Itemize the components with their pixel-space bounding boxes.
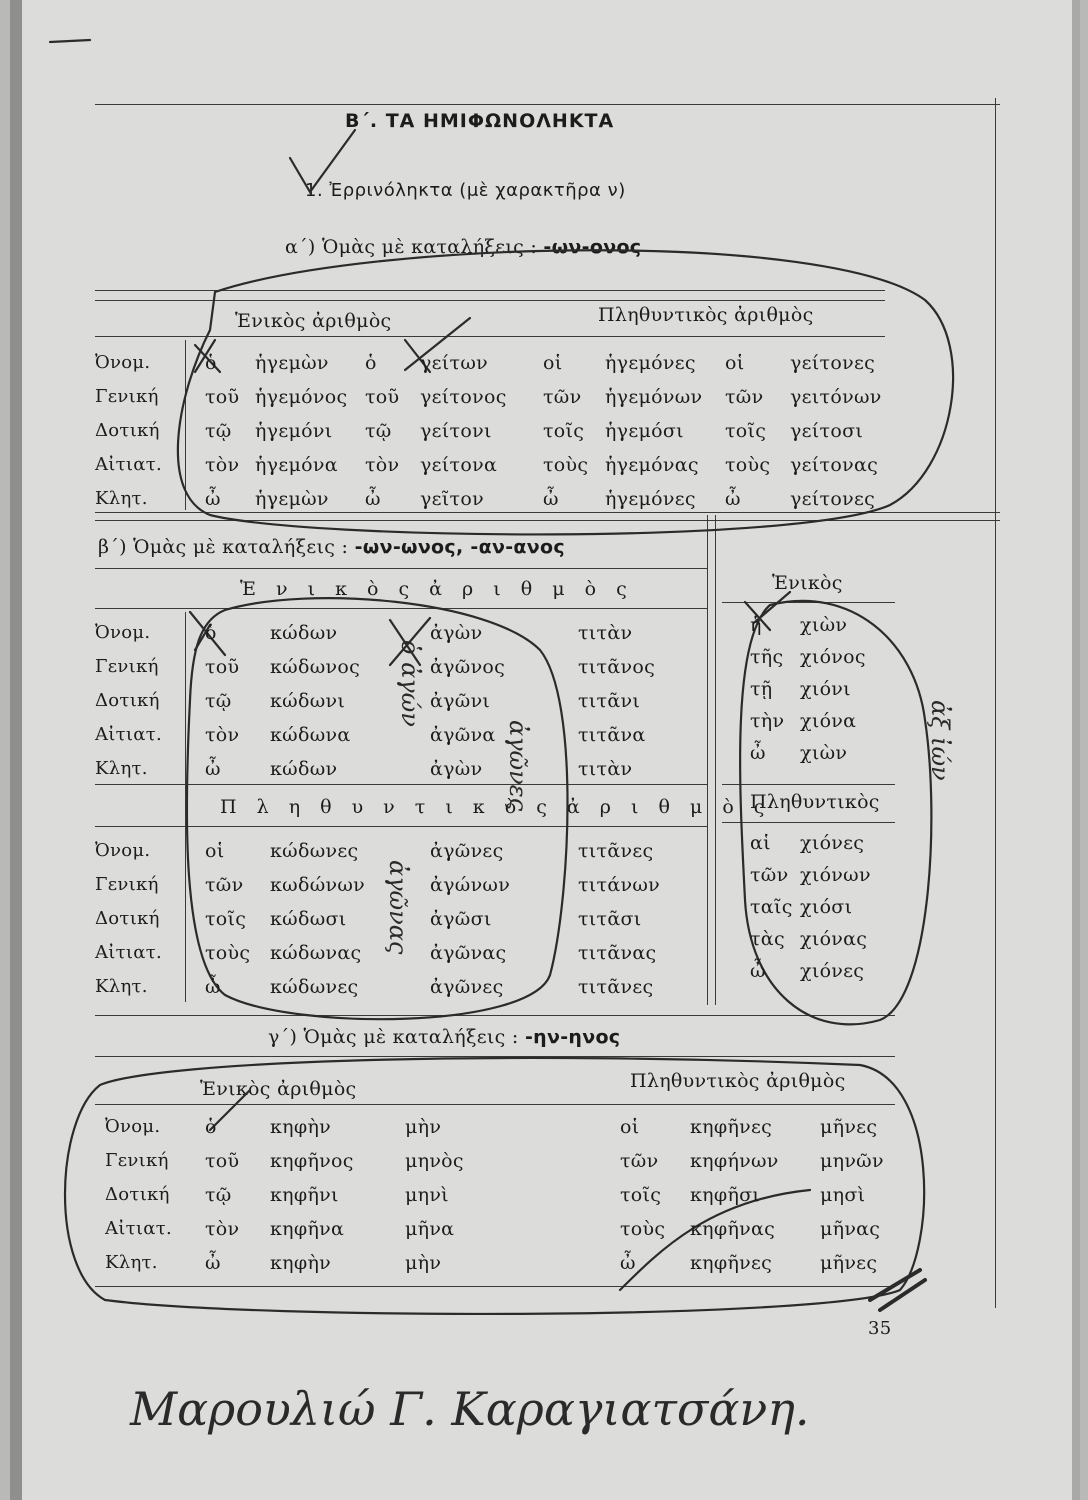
table-cell: τοῖς bbox=[205, 908, 247, 930]
table-cell: τὰς bbox=[750, 928, 785, 950]
table-cell: ἡγεμόνες bbox=[605, 488, 696, 510]
group-a-endings: -ων-ονος bbox=[543, 236, 642, 258]
case-label: Αἰτιατ. bbox=[105, 1218, 173, 1239]
table-cell: οἱ bbox=[543, 352, 563, 374]
table-cell: τοὺς bbox=[205, 942, 251, 964]
group-a-heading-text: α΄) Ὁμὰς μὲ καταλήξεις : bbox=[285, 236, 538, 258]
case-label: Δοτική bbox=[105, 1184, 170, 1205]
pencil-check-mark bbox=[290, 130, 355, 192]
table-cell: τιτὰν bbox=[578, 758, 633, 780]
table-cell: ἀγῶνες bbox=[430, 840, 504, 862]
table-cell: γείτονα bbox=[420, 454, 498, 476]
table-cell: χιόνες bbox=[800, 832, 865, 854]
table-cell: ἀγὼν bbox=[430, 622, 483, 644]
table-cell: κηφήνων bbox=[690, 1150, 779, 1172]
table-cell: ἀγῶνα bbox=[430, 724, 496, 746]
table-cell: χιὼν bbox=[800, 742, 848, 764]
table-cell: ἡγεμόνες bbox=[605, 352, 696, 374]
table-cell: ὦ bbox=[543, 488, 559, 510]
table-cell: τὸν bbox=[365, 454, 400, 476]
table-cell: ἡ bbox=[750, 614, 762, 636]
table-cell: τιτᾶνες bbox=[578, 976, 654, 998]
table-cell: κώδωνι bbox=[270, 690, 346, 712]
table-cell: ὁ bbox=[205, 352, 217, 374]
table-cell: κώδωνες bbox=[270, 976, 359, 998]
side-plural-label: Πληθυντικὸς bbox=[750, 791, 880, 813]
table-cell: γειτόνων bbox=[790, 386, 882, 408]
handwritten-signature: Μαρουλιώ Γ. Καραγιατσάνη. bbox=[130, 1382, 810, 1436]
table-cell: ἡγεμόνος bbox=[255, 386, 348, 408]
case-label: Γενική bbox=[95, 656, 159, 677]
table-cell: ὦ bbox=[365, 488, 381, 510]
table-cell: γείτονος bbox=[420, 386, 507, 408]
group-c-heading-text: γ΄) Ὁμὰς μὲ καταλήξεις : bbox=[268, 1026, 519, 1048]
table-cell: ταῖς bbox=[750, 896, 793, 918]
table-cell: τοῦ bbox=[205, 656, 240, 678]
table-cell: ἡγεμόνας bbox=[605, 454, 699, 476]
table-cell: τῆς bbox=[750, 646, 784, 668]
table-cell: ἀγώνων bbox=[430, 874, 511, 896]
table-cell: ἡγεμόνι bbox=[255, 420, 333, 442]
table-cell: τῷ bbox=[205, 690, 232, 712]
table-cell: μηνῶν bbox=[820, 1150, 884, 1172]
table-cell: κηφῆνα bbox=[270, 1218, 345, 1240]
table-cell: τοῖς bbox=[620, 1184, 662, 1206]
book-page bbox=[10, 0, 1080, 1500]
group-b-endings: -ων-ωνος, -αν-ανος bbox=[354, 536, 565, 558]
table-cell: μηνὶ bbox=[405, 1184, 449, 1206]
table-cell: κηφῆνες bbox=[690, 1116, 773, 1138]
case-label: Αἰτιατ. bbox=[95, 942, 163, 963]
table-cell: τιτᾶνος bbox=[578, 656, 656, 678]
group-b-plural-label: Π λ η θ υ ν τ ι κ ὸ ς ἀ ρ ι θ μ ὸ ς bbox=[220, 796, 772, 818]
table-cell: οἱ bbox=[205, 840, 225, 862]
table-cell: ἀγῶνι bbox=[430, 690, 491, 712]
table-cell: κηφὴν bbox=[270, 1116, 331, 1138]
table-cell: τῶν bbox=[205, 874, 244, 896]
table-cell: γείτονες bbox=[790, 352, 876, 374]
table-cell: κηφὴν bbox=[270, 1252, 331, 1274]
table-cell: τῷ bbox=[205, 420, 232, 442]
table-cell: ὦ bbox=[205, 1252, 221, 1274]
table-cell: γείτονες bbox=[790, 488, 876, 510]
group-b-heading-text: β΄) Ὁμὰς μὲ καταλήξεις : bbox=[98, 536, 349, 558]
case-label: Γενική bbox=[105, 1150, 169, 1171]
table-cell: γείτονας bbox=[790, 454, 879, 476]
table-cell: τὸν bbox=[205, 1218, 240, 1240]
table-cell: οἱ bbox=[620, 1116, 640, 1138]
table-cell: ὦ bbox=[620, 1252, 636, 1274]
case-label: Ὀνομ. bbox=[95, 840, 151, 861]
table-cell: κηφῆνι bbox=[270, 1184, 339, 1206]
handwritten-note-side: ἀξ ἰών bbox=[926, 700, 954, 781]
table-cell: γείτονι bbox=[420, 420, 492, 442]
table-cell: κηφῆσι bbox=[690, 1184, 761, 1206]
table-cell: μῆνας bbox=[820, 1218, 881, 1240]
table-cell: ὦ bbox=[205, 488, 221, 510]
table-cell: τῇ bbox=[750, 678, 773, 700]
table-cell: μὴν bbox=[405, 1252, 442, 1274]
table-cell: τιτᾶσι bbox=[578, 908, 642, 930]
table-cell: τιτάνων bbox=[578, 874, 660, 896]
table-cell: ἡγεμόνα bbox=[255, 454, 338, 476]
table-cell: γείτοσι bbox=[790, 420, 864, 442]
table-cell: τῶν bbox=[620, 1150, 659, 1172]
table-cell: κώδωνας bbox=[270, 942, 362, 964]
table-cell: οἱ bbox=[725, 352, 745, 374]
table-cell: τιτὰν bbox=[578, 622, 633, 644]
table-cell: τιτᾶνα bbox=[578, 724, 646, 746]
table-cell: τοὺς bbox=[620, 1218, 666, 1240]
case-label: Κλητ. bbox=[105, 1252, 158, 1273]
table-cell: μῆνες bbox=[820, 1116, 878, 1138]
table-cell: ὁ bbox=[205, 622, 217, 644]
handwritten-note-1: ὁ ἀγών bbox=[396, 640, 424, 727]
table-cell: τῶν bbox=[725, 386, 764, 408]
table-cell: ὦ bbox=[725, 488, 741, 510]
side-singular-label: Ἑνικὸς bbox=[772, 572, 843, 594]
table-cell: κηφῆνες bbox=[690, 1252, 773, 1274]
case-label: Ὀνομ. bbox=[95, 622, 151, 643]
table-cell: κώδωσι bbox=[270, 908, 347, 930]
table-cell: τῶν bbox=[543, 386, 582, 408]
case-label: Αἰτιατ. bbox=[95, 724, 163, 745]
table-cell: τοὺς bbox=[543, 454, 589, 476]
case-label: Κλητ. bbox=[95, 488, 148, 509]
page-title: Β΄. ΤΑ ΗΜΙΦΩΝΟΛΗΚΤΑ bbox=[345, 110, 615, 132]
table-cell: μὴν bbox=[405, 1116, 442, 1138]
group-c-endings: -ην-ηνος bbox=[524, 1026, 621, 1048]
case-label: Δοτική bbox=[95, 908, 160, 929]
pencil-loop-group-c bbox=[65, 1058, 924, 1314]
table-cell: χιόνων bbox=[800, 864, 871, 886]
pencil-annotations bbox=[10, 0, 1080, 1500]
table-cell: γεῖτον bbox=[420, 488, 484, 510]
table-cell: αἱ bbox=[750, 832, 771, 854]
table-cell: τῶν bbox=[750, 864, 789, 886]
table-cell: τοῦ bbox=[205, 386, 240, 408]
table-cell: τῷ bbox=[205, 1184, 232, 1206]
table-cell: ὦ bbox=[750, 960, 766, 982]
table-cell: κηφῆνας bbox=[690, 1218, 776, 1240]
table-cell: τοὺς bbox=[725, 454, 771, 476]
case-label: Ὀνομ. bbox=[105, 1116, 161, 1137]
table-cell: κώδωνα bbox=[270, 724, 351, 746]
table-cell: χιὼν bbox=[800, 614, 848, 636]
table-cell: χιόνι bbox=[800, 678, 851, 700]
table-cell: ἀγῶνος bbox=[430, 656, 506, 678]
table-cell: τὸν bbox=[205, 724, 240, 746]
group-c-plural-label: Πληθυντικὸς ἀριθμὸς bbox=[630, 1070, 846, 1092]
table-cell: κώδων bbox=[270, 758, 338, 780]
table-cell: τὸν bbox=[205, 454, 240, 476]
table-cell: ἀγῶνες bbox=[430, 976, 504, 998]
table-cell: χιόνα bbox=[800, 710, 857, 732]
table-cell: τοῖς bbox=[725, 420, 767, 442]
case-label: Δοτική bbox=[95, 690, 160, 711]
section-subtitle: 1. Ἐρρινόληκτα (μὲ χαρακτῆρα ν) bbox=[305, 180, 626, 201]
table-cell: ἀγῶσι bbox=[430, 908, 492, 930]
table-cell: μηνὸς bbox=[405, 1150, 464, 1172]
group-b-singular-label: Ἑ ν ι κ ὸ ς ἀ ρ ι θ μ ὸ ς bbox=[240, 578, 634, 600]
table-cell: τὴν bbox=[750, 710, 785, 732]
table-cell: τιτᾶνας bbox=[578, 942, 657, 964]
table-cell: κωδώνων bbox=[270, 874, 365, 896]
table-cell: ἡγεμὼν bbox=[255, 352, 329, 374]
table-cell: τοῦ bbox=[205, 1150, 240, 1172]
handwritten-note-3: ἀγῶνας bbox=[384, 860, 412, 955]
pencil-dash bbox=[50, 40, 90, 42]
table-cell: ὁ bbox=[205, 1116, 217, 1138]
table-cell: γείτων bbox=[420, 352, 489, 374]
case-label: Γενική bbox=[95, 874, 159, 895]
table-cell: ἡγεμόσι bbox=[605, 420, 684, 442]
table-cell: κηφῆνος bbox=[270, 1150, 354, 1172]
case-label: Δοτική bbox=[95, 420, 160, 441]
table-cell: μησὶ bbox=[820, 1184, 866, 1206]
group-c-singular-label: Ἑνικὸς ἀριθμὸς bbox=[200, 1078, 357, 1100]
case-label: Αἰτιατ. bbox=[95, 454, 163, 475]
table-cell: κώδωνες bbox=[270, 840, 359, 862]
table-cell: τιτᾶνι bbox=[578, 690, 641, 712]
group-a-plural-label: Πληθυντικὸς ἀριθμὸς bbox=[598, 304, 814, 326]
table-cell: ὁ bbox=[365, 352, 377, 374]
table-cell: τιτᾶνες bbox=[578, 840, 654, 862]
table-cell: χιόνες bbox=[800, 960, 865, 982]
handwritten-note-2: ἀγῶνες bbox=[504, 720, 532, 812]
table-cell: ὦ bbox=[750, 742, 766, 764]
table-cell: ὦ bbox=[205, 976, 221, 998]
case-label: Γενική bbox=[95, 386, 159, 407]
table-cell: τοῦ bbox=[365, 386, 400, 408]
table-cell: ἡγεμόνων bbox=[605, 386, 703, 408]
table-cell: κώδων bbox=[270, 622, 338, 644]
table-cell: ἀγῶνας bbox=[430, 942, 507, 964]
table-cell: μῆνες bbox=[820, 1252, 878, 1274]
table-cell: χιόνας bbox=[800, 928, 868, 950]
table-cell: ὦ bbox=[205, 758, 221, 780]
table-cell: χιόσι bbox=[800, 896, 853, 918]
table-cell: τοῖς bbox=[543, 420, 585, 442]
table-cell: μῆνα bbox=[405, 1218, 455, 1240]
table-cell: κώδωνος bbox=[270, 656, 361, 678]
table-cell: ἀγὼν bbox=[430, 758, 483, 780]
page-number: 35 bbox=[868, 1318, 892, 1339]
group-a-singular-label: Ἑνικὸς ἀριθμὸς bbox=[235, 310, 392, 332]
case-label: Ὀνομ. bbox=[95, 352, 151, 373]
case-label: Κλητ. bbox=[95, 758, 148, 779]
table-cell: ἡγεμὼν bbox=[255, 488, 329, 510]
case-label: Κλητ. bbox=[95, 976, 148, 997]
table-cell: χιόνος bbox=[800, 646, 866, 668]
table-cell: τῷ bbox=[365, 420, 392, 442]
